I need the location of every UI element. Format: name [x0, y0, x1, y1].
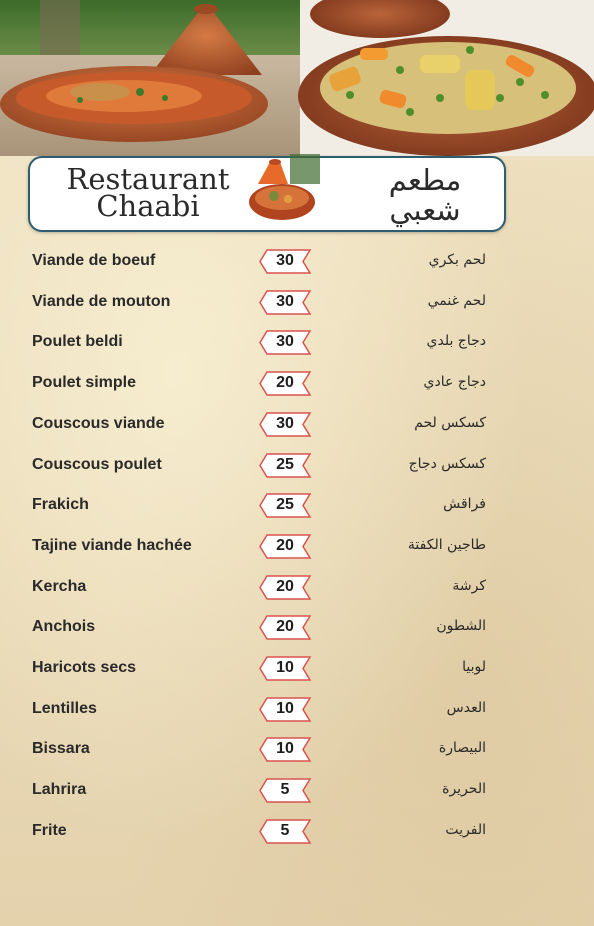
item-price: 30 — [276, 252, 294, 269]
price-tag — [258, 371, 312, 396]
price-tag — [258, 737, 312, 762]
item-name-ar: العدس — [446, 699, 486, 716]
item-name-ar: كسكس لحم — [414, 414, 486, 431]
item-price: 20 — [276, 374, 294, 392]
tajine-dish-image — [244, 154, 320, 226]
item-price: 5 — [280, 821, 290, 839]
menu-item — [0, 489, 594, 521]
item-name-fr: Bissara — [32, 740, 90, 758]
menu-item — [0, 449, 594, 481]
item-name-ar: لحم غنمي — [427, 292, 486, 309]
item-name-fr: Poulet beldi — [32, 333, 123, 351]
item-name-ar: دجاج عادي — [423, 374, 486, 391]
item-name-ar: دجاج بلدي — [426, 333, 486, 350]
item-name-fr: Poulet simple — [32, 374, 137, 392]
item-price: 10 — [276, 699, 294, 717]
item-name-ar: فراقش — [443, 496, 486, 513]
menu-item — [0, 530, 594, 562]
item-name-fr: Viande de boeuf — [32, 252, 156, 269]
menu-item — [0, 815, 594, 847]
menu-item — [0, 326, 594, 358]
item-name-fr: Anchois — [32, 618, 96, 636]
menu-item — [0, 693, 594, 725]
item-name-fr: Frite — [32, 821, 67, 839]
tajine-dish-illustration — [244, 154, 320, 226]
price-tag — [258, 575, 312, 600]
price-tag — [258, 819, 312, 844]
item-price: 5 — [280, 781, 290, 799]
item-price: 10 — [276, 659, 294, 676]
item-name-ar: لحم بكري — [428, 252, 486, 268]
price-tag — [258, 330, 312, 355]
item-price: 20 — [276, 536, 294, 554]
price-tag — [258, 412, 312, 437]
item-price: 20 — [276, 618, 294, 636]
item-name-ar: الفريت — [445, 821, 486, 838]
item-name-fr: Frakich — [32, 496, 89, 514]
item-name-fr: Couscous viande — [32, 414, 165, 432]
item-name-ar: كسكس دجاج — [408, 455, 486, 472]
item-name-ar: البيصارة — [438, 740, 486, 757]
item-name-fr: Kercha — [32, 577, 87, 595]
item-name-fr: Lahrira — [32, 781, 87, 799]
restaurant-name-ar: مطعم شعبي — [388, 163, 462, 227]
item-price: 20 — [276, 577, 294, 595]
restaurant-name-fr: Restaurant Chaabi — [66, 162, 230, 223]
price-tag — [258, 615, 312, 640]
item-price: 30 — [276, 414, 294, 432]
menu-item — [0, 408, 594, 440]
price-tag — [258, 453, 312, 478]
item-name-fr: Haricots secs — [32, 659, 137, 676]
menu-item — [0, 611, 594, 643]
menu-item — [0, 286, 594, 318]
menu-item — [0, 367, 594, 399]
item-price: 25 — [276, 496, 294, 514]
item-name-fr: Lentilles — [32, 699, 97, 717]
menu-item — [0, 652, 594, 684]
item-price: 25 — [276, 455, 294, 473]
price-tag — [258, 697, 312, 722]
item-price: 10 — [276, 740, 294, 758]
food-photo-banner — [0, 0, 594, 156]
price-tag — [258, 656, 312, 681]
price-tag — [258, 249, 312, 274]
item-name-ar: لوبيا — [462, 659, 486, 675]
price-tag — [258, 290, 312, 315]
item-name-ar: طاجين الكفتة — [407, 536, 486, 553]
item-price: 30 — [276, 292, 294, 310]
price-tag — [258, 778, 312, 803]
item-name-fr: Tajine viande hachée — [32, 536, 192, 554]
food-photo-illustration — [0, 0, 594, 156]
item-name-ar: الحريرة — [442, 781, 486, 798]
menu-item — [0, 733, 594, 765]
item-name-fr: Couscous poulet — [32, 455, 162, 473]
item-name-ar: الشطون — [436, 618, 486, 635]
price-tag — [258, 534, 312, 559]
menu-item — [0, 571, 594, 603]
item-price: 30 — [276, 333, 294, 351]
item-name-ar: كرشة — [452, 577, 486, 594]
menu-item — [0, 774, 594, 806]
menu-item — [0, 245, 594, 277]
item-name-fr: Viande de mouton — [32, 292, 171, 310]
price-tag — [258, 493, 312, 518]
